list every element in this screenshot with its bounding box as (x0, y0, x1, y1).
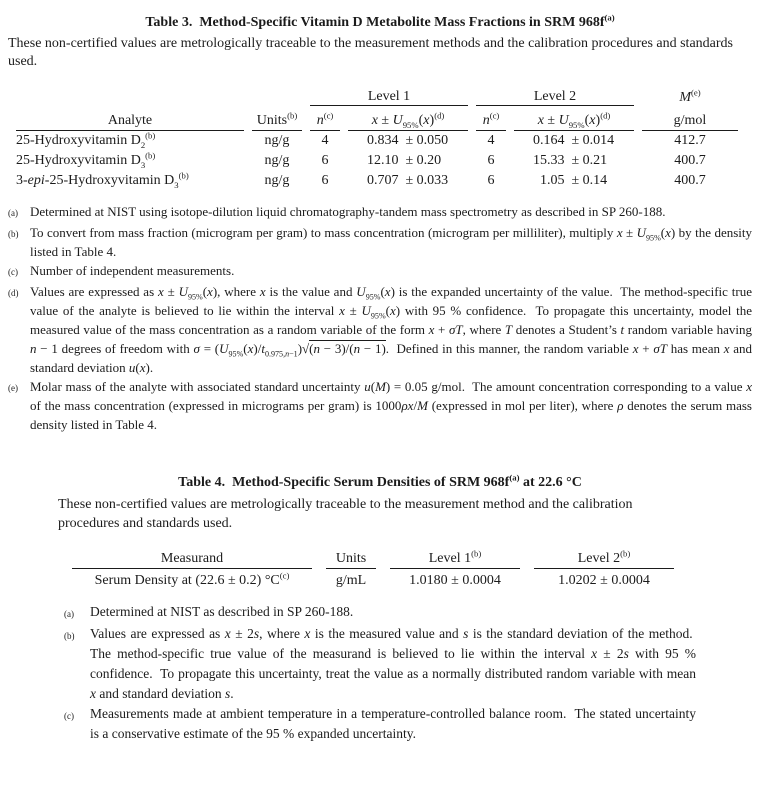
table3 (8, 84, 746, 191)
table4-footnotes (64, 602, 696, 744)
footnote-text: Determined at NIST as described in SP 260-188. (90, 604, 354, 619)
units-value: ng/g (264, 133, 290, 148)
table-row (16, 131, 738, 151)
footnote-text: Number of independent measurements. (30, 263, 235, 278)
table4-intro: These non-certified values are metrologically traceable to the measurement method and the calibration procedures and standards used. (58, 497, 633, 531)
uncertainty: ± 0.050 (405, 133, 449, 148)
footnote-b (8, 223, 752, 261)
footnote-a (8, 202, 752, 223)
value: 1.05 (540, 173, 565, 188)
uncertainty: ± 0.033 (405, 173, 449, 188)
analyte-column-header: Analyte (16, 106, 244, 131)
table3-title: Table 3. Method-Specific Vitamin D Metabolite Mass Fractions in SRM $968f^{(a)}$ (145, 12, 615, 30)
units-value: ng/g (264, 153, 290, 168)
n-column-header-level1: $n^{(c)}$ (310, 106, 340, 131)
level2-column-header: Level 2$^{(b)}$ (534, 544, 674, 569)
analyte-name: 25-Hydroxyvitamin $D_2^{(b)}$ (16, 130, 156, 150)
value: 0.164 (533, 133, 565, 148)
units-column-header: Units$^{(b)}$ (252, 106, 302, 131)
table-row (16, 151, 738, 171)
n-value: 4 (321, 133, 329, 148)
table4-title: Table 4. Method-Specific Serum Densities of SRM $968f^{(a)}$ at 22.6 °C (178, 472, 582, 490)
footnote-e (8, 377, 752, 434)
value: 15.33 (533, 153, 565, 168)
analyte-name: 3-epi-25-Hydroxyvitamin $D_3^{(b)}$ (16, 170, 189, 190)
footnote-text: To convert from mass fraction (microgram per gram) to mass concentration (microgram per milliliter), multiply $x \pm U_{95\%}(x)$ by the density listed in Table 4. (30, 225, 753, 259)
units-value: g/mL (335, 573, 367, 588)
value: 0.834 (367, 133, 399, 148)
molar-mass-value: 400.7 (674, 173, 706, 188)
footnote-d (8, 282, 752, 377)
footnote-b (64, 624, 696, 704)
mass-fraction-level2 (514, 131, 634, 151)
molar-mass-value: 412.7 (674, 133, 706, 148)
footnote-c (8, 261, 752, 282)
n-column-header-level2: $n^{(c)}$ (476, 106, 506, 131)
table3-intro: These non-certified values are metrologically traceable to the measurement methods and the calibration procedures and standards used. (8, 36, 733, 69)
mass-fraction-level1 (348, 151, 468, 171)
level2-group-header: Level 2 (476, 84, 634, 106)
mass-fraction-level2 (514, 171, 634, 191)
density-level1: 1.0180 ± 0.0004 (409, 573, 501, 588)
table-row (16, 171, 738, 191)
footnote-label: (c) (8, 267, 18, 277)
uncertainty: ± 0.21 (571, 153, 608, 168)
table4-section (8, 474, 752, 744)
mass-fraction-level2 (514, 151, 634, 171)
mass-fraction-level1 (348, 131, 468, 151)
uncertainty: ± 0.20 (405, 153, 442, 168)
footnote-label: (a) (64, 609, 74, 619)
footnote-a (64, 602, 696, 624)
footnote-label: (e) (8, 383, 18, 393)
molar-units-header: g/mol (642, 106, 738, 131)
spacer (252, 84, 302, 106)
table-row (72, 569, 674, 593)
n-value: 6 (321, 173, 329, 188)
value-column-header-level2: $x \pm U_{95\%}(x)^{(d)}$ (514, 106, 634, 131)
footnote-text: Measurements made at ambient temperature in a temperature-controlled balance room. The stated uncertainty is a conservative estimate of the 95 % expanded uncertainty. (90, 706, 696, 741)
footnote-text: Determined at NIST using isotope-dilution liquid chromatography-tandem mass spectrometry as described in SP 260-188. (30, 204, 666, 219)
density-level2: 1.0202 ± 0.0004 (558, 573, 650, 588)
analyte-name: 25-Hydroxyvitamin $D_3^{(b)}$ (16, 150, 156, 170)
footnote-c (64, 704, 696, 744)
n-value: 6 (321, 153, 329, 168)
table3-column-header-row (16, 106, 738, 131)
spacer (16, 84, 244, 106)
measurand-name: Serum Density at (22.6 ± 0.2) $^\circ C^{(c)}$ (94, 570, 290, 588)
footnote-text: Molar mass of the analyte with associated standard uncertainty u(M) = 0.05 g/mol. The amount concentration corresponding to a value x of the mass concentration (expressed in micrograms per gram) is 1000ρx/M (expressed in mol per liter), where ρ denotes the serum mass density listed in Table 4. (30, 379, 752, 432)
footnote-label: (d) (8, 288, 19, 298)
n-value: 6 (487, 153, 495, 168)
units-value: ng/g (264, 173, 290, 188)
measurand-column-header: Measurand (72, 544, 312, 569)
mass-fraction-level1 (348, 171, 468, 191)
footnote-label: (b) (8, 229, 19, 239)
footnote-text: Values are expressed as x ± 2s, where x is the measured value and s is the standard deviation of the method. The method-specific true value of the measurand is believed to lie within the interval x ± 2s with 95 % confidence. To propagate this uncertainty, treat the value as a normally distributed random variable with mean x and standard deviation s. (90, 626, 697, 701)
table4 (58, 544, 688, 593)
table4-header-row (72, 544, 674, 569)
value: 0.707 (367, 173, 399, 188)
table3-footnotes (8, 202, 752, 434)
level1-group-header: Level 1 (310, 84, 468, 106)
value: 12.10 (367, 153, 399, 168)
footnote-label: (c) (64, 711, 74, 721)
molar-mass-value: 400.7 (674, 153, 706, 168)
uncertainty: ± 0.14 (571, 173, 608, 188)
units-column-header: Units (326, 544, 376, 569)
n-value: 4 (487, 133, 495, 148)
molar-mass-header: $M^{(e)}$ (679, 87, 701, 105)
n-value: 6 (487, 173, 495, 188)
uncertainty: ± 0.014 (571, 133, 615, 148)
footnote-text: Values are expressed as $x \pm U_{95\%}(x)$, where x is the value and $U_{95\%}(x)$ is the expanded uncertainty of the value. The method-specific true value of the analyte is believed to lie within the interval $x \pm U_{95\%}(x)$ with 95 % confidence. To propagate this uncertainty, model the measured value of the mass concentration as a random variable of the form x + σT, where T denotes a Student’s t random variable having n − 1 degrees of freedom with $\sigma = (U_{95\%}(x)/t_{0.975,n-1})√(n - 3)/(n - 1)$. Defined in this manner, the random variable x + σT has mean x and standard deviation u(x). (30, 284, 753, 375)
value-column-header-level1: $x \pm U_{95\%}(x)^{(d)}$ (348, 106, 468, 131)
footnote-label: (a) (8, 208, 18, 218)
level1-column-header: Level 1$^{(b)}$ (390, 544, 520, 569)
footnote-label: (b) (64, 631, 75, 641)
table3-group-header-row (16, 84, 738, 106)
